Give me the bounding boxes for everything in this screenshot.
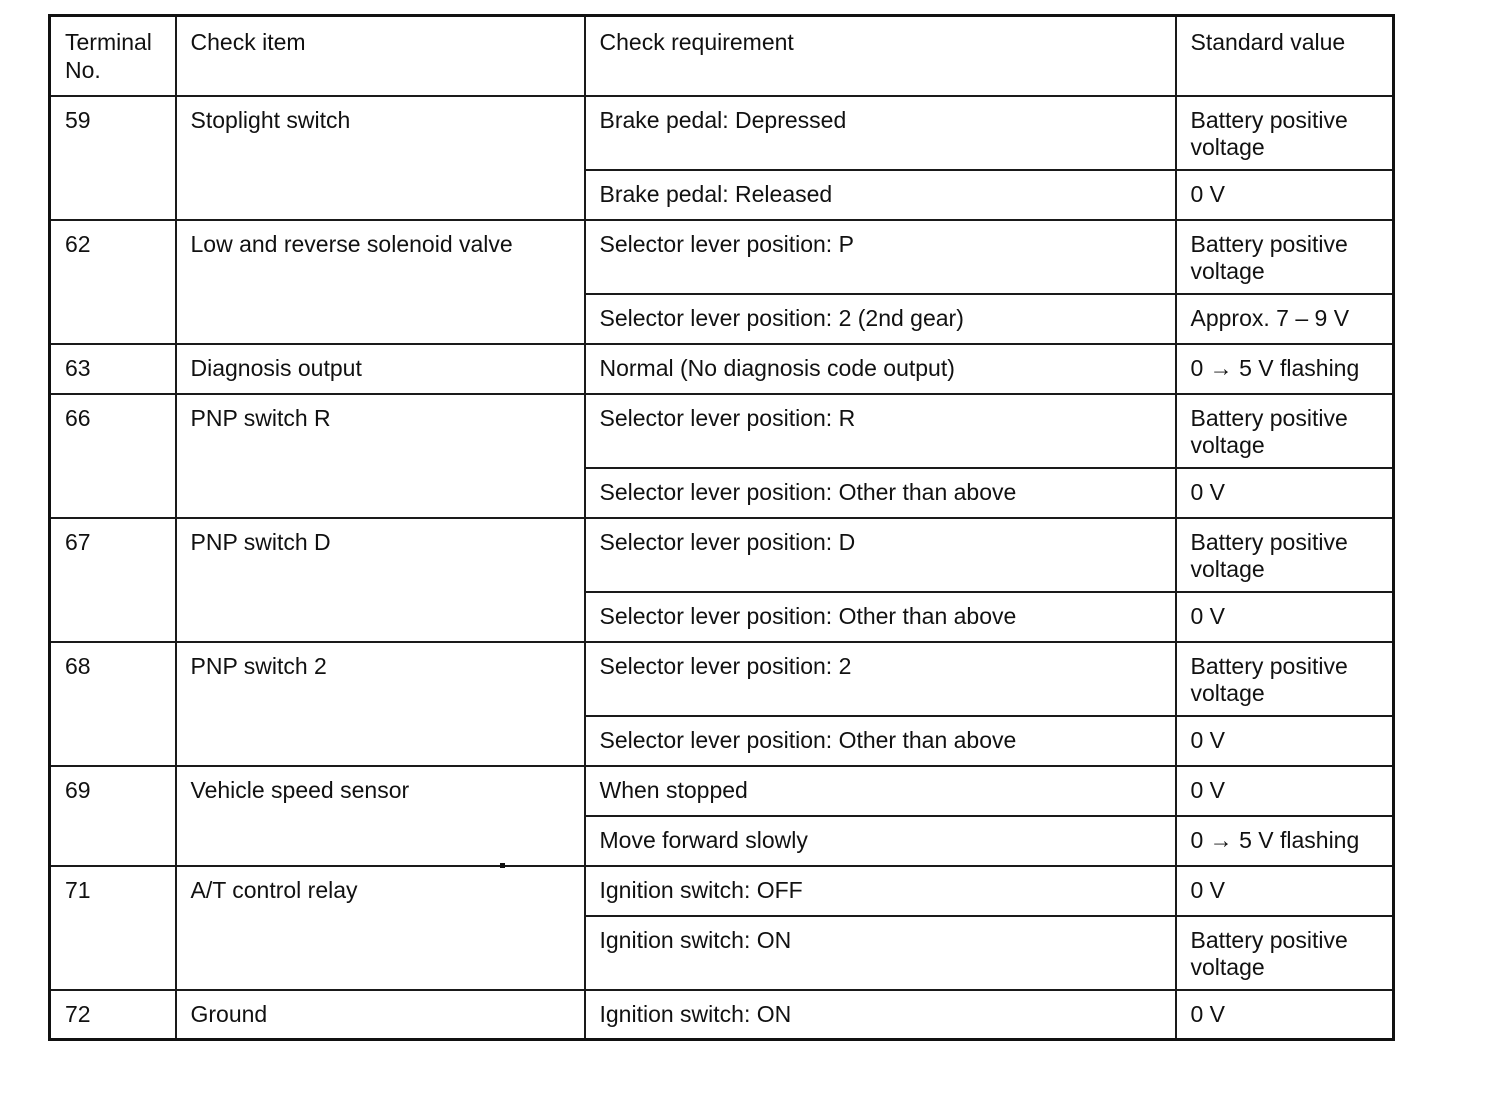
check-requirement: Brake pedal: Released: [585, 170, 1176, 220]
check-item: Diagnosis output: [176, 344, 585, 394]
table-row: [50, 642, 1394, 716]
terminal-number: 62: [50, 220, 176, 344]
check-requirement: Selector lever position: R: [585, 394, 1176, 468]
check-item: Vehicle speed sensor: [176, 766, 585, 866]
check-requirement: Selector lever position: 2 (2nd gear): [585, 294, 1176, 344]
terminal-number: 59: [50, 96, 176, 220]
standard-value: 0 → 5 V flashing: [1176, 816, 1394, 866]
header-check-requirement: Check requirement: [585, 16, 1176, 96]
terminal-number: 68: [50, 642, 176, 766]
table-row: [50, 220, 1394, 294]
table-row: [50, 866, 1394, 916]
standard-value: Battery positive voltage: [1176, 642, 1394, 716]
header-standard-value: Standard value: [1176, 16, 1394, 96]
standard-value: Battery positive voltage: [1176, 916, 1394, 990]
check-item: Ground: [176, 990, 585, 1040]
header-row: [50, 16, 1394, 96]
standard-value: Battery positive voltage: [1176, 96, 1394, 170]
check-requirement: Selector lever position: 2: [585, 642, 1176, 716]
table-row: [50, 344, 1394, 394]
terminal-number: 63: [50, 344, 176, 394]
check-requirement: Ignition switch: OFF: [585, 866, 1176, 916]
standard-value: 0 V: [1176, 592, 1394, 642]
check-item: Stoplight switch: [176, 96, 585, 220]
terminal-number: 71: [50, 866, 176, 990]
standard-value: 0 V: [1176, 766, 1394, 816]
table-row: [50, 394, 1394, 468]
standard-value: Battery positive voltage: [1176, 220, 1394, 294]
standard-value: 0 V: [1176, 170, 1394, 220]
terminal-check-table: [48, 14, 1395, 1041]
check-requirement: Brake pedal: Depressed: [585, 96, 1176, 170]
header-terminal-no: Terminal No.: [50, 16, 176, 96]
standard-value: 0 V: [1176, 716, 1394, 766]
check-requirement: When stopped: [585, 766, 1176, 816]
check-requirement: Ignition switch: ON: [585, 990, 1176, 1040]
check-item: A/T control relay: [176, 866, 585, 990]
standard-value: 0 V: [1176, 468, 1394, 518]
check-requirement: Normal (No diagnosis code output): [585, 344, 1176, 394]
check-requirement: Selector lever position: P: [585, 220, 1176, 294]
standard-value: Battery positive voltage: [1176, 518, 1394, 592]
table-row: [50, 518, 1394, 592]
terminal-number: 72: [50, 990, 176, 1040]
header-check-item: Check item: [176, 16, 585, 96]
check-item: Low and reverse solenoid valve: [176, 220, 585, 344]
standard-value: Battery positive voltage: [1176, 394, 1394, 468]
standard-value: Approx. 7 – 9 V: [1176, 294, 1394, 344]
table-row: [50, 96, 1394, 170]
check-requirement: Move forward slowly: [585, 816, 1176, 866]
table-row: [50, 766, 1394, 816]
check-requirement: Selector lever position: Other than above: [585, 592, 1176, 642]
terminal-number: 67: [50, 518, 176, 642]
check-item: PNP switch D: [176, 518, 585, 642]
check-item: PNP switch R: [176, 394, 585, 518]
terminal-number: 66: [50, 394, 176, 518]
table-row: [50, 990, 1394, 1040]
check-item: PNP switch 2: [176, 642, 585, 766]
scan-speck: [500, 863, 505, 868]
check-requirement: Selector lever position: Other than above: [585, 716, 1176, 766]
terminal-number: 69: [50, 766, 176, 866]
check-requirement: Selector lever position: Other than above: [585, 468, 1176, 518]
standard-value: 0 V: [1176, 866, 1394, 916]
standard-value: 0 V: [1176, 990, 1394, 1040]
check-requirement: Selector lever position: D: [585, 518, 1176, 592]
standard-value: 0 → 5 V flashing: [1176, 344, 1394, 394]
check-requirement: Ignition switch: ON: [585, 916, 1176, 990]
